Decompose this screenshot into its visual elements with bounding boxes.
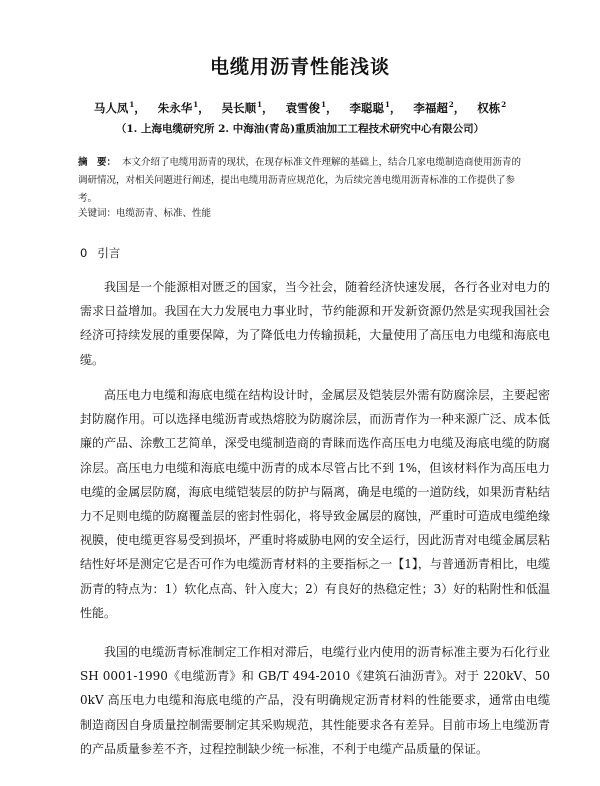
author-list [0,100,600,116]
abstract [78,154,528,208]
abstract-text: 本文介绍了电缆用沥青的现状，在现存标准文件理解的基础上，结合几家电缆制造商使用沥青的调研情况，对相关问题进行阐述，提出电缆用沥青应规范化，为后续完善电缆用沥青标准的工作提供了参考。 [78,157,522,204]
section-number: 0 [80,246,88,260]
author: 李福超$^2$， [413,100,466,115]
section-heading [80,245,120,261]
affiliation: （1. 上海电缆研究所 2. 中海油(青岛)重质油加工工程技术研究中心有限公司） [115,123,485,135]
author: 袁雪俊$^1$， [285,100,338,115]
body-paragraph: 高压电力电缆和海底电缆在结构设计时，金属层及铠装层外需有防腐涂层，主要起密封防腐作用。可以选择电缆沥青或热熔胶为防腐涂层，而沥青作为一种来源广泛、成本低廉的产品、涂敷工艺简单，深受电缆制造商的青睐而选作高压电力电缆及海底电缆的防腐涂层。高压电力电缆和海底电缆中沥青的成本尽管占比不到 1%，但该材料作为高压电力电缆的金属层防腐，海底电缆铠装层的防护与隔离，确是电缆的一道防线，如果沥青粘结力不足则电缆的防腐覆盖层的密封性弱化，将导致金属层的腐蚀，严重时可造成电缆绝缘视膜，使电缆更容易受到损坏，严重时将威胁电网的安全运行，因此沥青对电缆金属层粘结性好坏是测定它是否可作为电缆沥青材料的主要指标之一【1】，与普通沥青相比，电缆沥青的特点为：1）软化点高、针入度大；2）有良好的热稳定性；3）好的粘附性和低温性能。 [80,388,550,620]
body-paragraph: 我国的电缆沥青标准制定工作相对滞后，电缆行业内使用的沥青标准主要为石化行业 SH 0001-1990《电缆沥青》和 GB/T 494-2010《建筑石油沥青》。对于 220kV、500kV 高压电力电缆和海底电缆的产品，没有明确规定沥青材料的性能要求，通常由电缆制造商因自身质量控制需要制定其采购规范，其性能要求各有差异。目前市场上电缆沥青的产品质量参差不齐，过程控制缺少统一标准，不利于电缆产品质量的保证。 [80,645,550,756]
author: 吴长顺$^1$， [221,100,274,115]
author: 马人凤$^1$， [93,100,146,115]
keywords [78,207,528,221]
section-title: 引言 [97,246,121,260]
author: 李聪聪$^1$， [349,100,402,115]
author: 朱永华$^1$， [157,100,210,115]
abstract-label: 摘 要： [78,157,117,168]
keywords-label: 关键词： [78,208,117,219]
body-paragraph: 我国是一个能源相对匮乏的国家，当今社会，随着经济快速发展，各行各业对电力的需求日益增加。我国在大力发展电力事业时，节约能源和开发新资源仍然是实现我国社会经济可持续发展的重要保障，为了降低电力传输损耗，大量使用了高压电力电缆和海底电缆。 [80,280,550,367]
paper-title: 电缆用沥青性能浅谈 [209,56,390,78]
author: 权栋$^2$ [477,100,507,115]
keywords-text: 电缆沥青、标准、性能 [116,208,212,219]
